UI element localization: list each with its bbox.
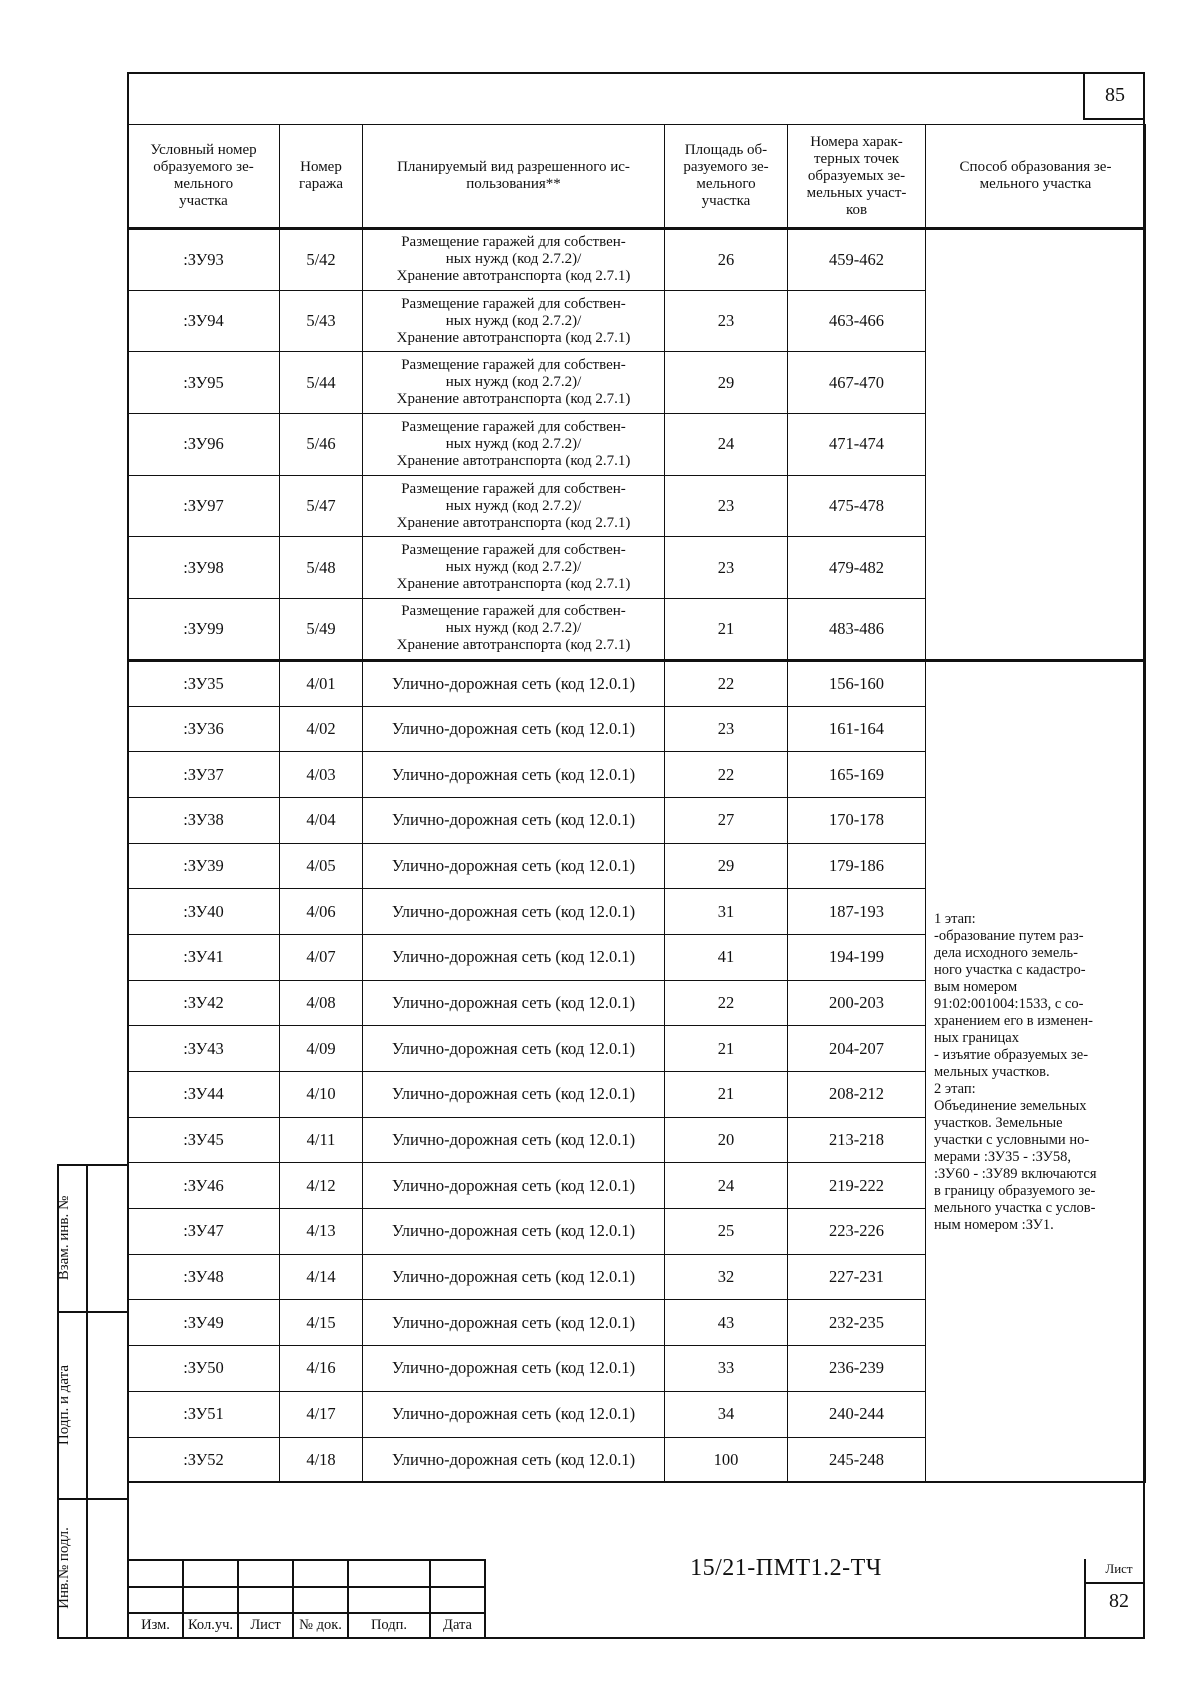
cell-points: 219-222 — [788, 1163, 926, 1209]
cell-points: 240-244 — [788, 1391, 926, 1437]
stamp-list: Лист — [250, 1617, 281, 1633]
header-use: Планируемый вид разрешенного ис- пользования** — [363, 125, 665, 229]
cell-points: 463-466 — [788, 290, 926, 352]
cell-garage: 4/01 — [280, 660, 363, 706]
cell-area: 33 — [665, 1346, 788, 1392]
cell-area: 41 — [665, 934, 788, 980]
cell-points: 223-226 — [788, 1209, 926, 1255]
cell-points: 179-186 — [788, 843, 926, 889]
cell-use: Размещение гаражей для собствен- ных нужд (код 2.7.2)/ Хранение автотранспорта (код 2.7.1) — [363, 414, 665, 476]
cell-use: Улично-дорожная сеть (код 12.0.1) — [363, 1391, 665, 1437]
cell-area: 21 — [665, 1072, 788, 1118]
cell-area: 29 — [665, 352, 788, 414]
cell-points: 483-486 — [788, 599, 926, 661]
cell-parcel: :ЗУ49 — [128, 1300, 280, 1346]
cell-area: 29 — [665, 843, 788, 889]
cell-garage: 4/18 — [280, 1437, 363, 1483]
cell-parcel: :ЗУ45 — [128, 1117, 280, 1163]
cell-parcel: :ЗУ43 — [128, 1026, 280, 1072]
cell-use: Улично-дорожная сеть (код 12.0.1) — [363, 660, 665, 706]
cell-parcel: :ЗУ52 — [128, 1437, 280, 1483]
cell-parcel: :ЗУ36 — [128, 706, 280, 752]
cell-area: 27 — [665, 797, 788, 843]
cell-garage: 4/16 — [280, 1346, 363, 1392]
cell-garage: 5/44 — [280, 352, 363, 414]
cell-parcel: :ЗУ35 — [128, 660, 280, 706]
cell-area: 22 — [665, 752, 788, 798]
cell-area: 100 — [665, 1437, 788, 1483]
cell-garage: 4/09 — [280, 1026, 363, 1072]
cell-parcel: :ЗУ44 — [128, 1072, 280, 1118]
cell-parcel: :ЗУ50 — [128, 1346, 280, 1392]
cell-use: Улично-дорожная сеть (код 12.0.1) — [363, 706, 665, 752]
cell-area: 32 — [665, 1254, 788, 1300]
stamp-data: Дата — [443, 1617, 472, 1633]
cell-parcel: :ЗУ40 — [128, 889, 280, 935]
cell-points: 232-235 — [788, 1300, 926, 1346]
cell-area: 21 — [665, 599, 788, 661]
cell-area: 34 — [665, 1391, 788, 1437]
cell-use: Улично-дорожная сеть (код 12.0.1) — [363, 1117, 665, 1163]
document-code: 15/21-ПМТ1.2-ТЧ — [690, 1555, 882, 1581]
cell-use: Улично-дорожная сеть (код 12.0.1) — [363, 1437, 665, 1483]
cell-garage: 4/05 — [280, 843, 363, 889]
cell-parcel: :ЗУ93 — [128, 229, 280, 291]
cell-parcel: :ЗУ48 — [128, 1254, 280, 1300]
cell-points: 459-462 — [788, 229, 926, 291]
table-header-row — [128, 125, 1146, 229]
cell-use: Размещение гаражей для собствен- ных нужд (код 2.7.2)/ Хранение автотранспорта (код 2.7.1) — [363, 290, 665, 352]
cell-use: Улично-дорожная сеть (код 12.0.1) — [363, 843, 665, 889]
cell-garage: 5/47 — [280, 475, 363, 537]
header-area: Площадь об- разуемого зе- мельного участка — [665, 125, 788, 229]
cell-use: Размещение гаражей для собствен- ных нужд (код 2.7.2)/ Хранение автотранспорта (код 2.7.1) — [363, 537, 665, 599]
stamp-kol-uch: Кол.уч. — [187, 1617, 234, 1633]
cell-garage: 4/02 — [280, 706, 363, 752]
cell-parcel: :ЗУ42 — [128, 980, 280, 1026]
cell-use: Улично-дорожная сеть (код 12.0.1) — [363, 1072, 665, 1118]
cell-use: Улично-дорожная сеть (код 12.0.1) — [363, 889, 665, 935]
sheet-label: Лист — [1105, 1561, 1133, 1576]
cell-points: 156-160 — [788, 660, 926, 706]
cell-points: 471-474 — [788, 414, 926, 476]
cell-use: Улично-дорожная сеть (код 12.0.1) — [363, 1209, 665, 1255]
cell-points: 187-193 — [788, 889, 926, 935]
cell-use: Улично-дорожная сеть (код 12.0.1) — [363, 934, 665, 980]
cell-area: 20 — [665, 1117, 788, 1163]
cell-area: 26 — [665, 229, 788, 291]
cell-points: 475-478 — [788, 475, 926, 537]
cell-garage: 5/46 — [280, 414, 363, 476]
cell-parcel: :ЗУ96 — [128, 414, 280, 476]
cell-garage: 4/12 — [280, 1163, 363, 1209]
side-podp-data: Подп. и дата — [56, 1364, 72, 1446]
cell-garage: 4/06 — [280, 889, 363, 935]
page-number: 85 — [1083, 72, 1145, 120]
table-body — [128, 229, 1146, 1483]
cell-garage: 5/48 — [280, 537, 363, 599]
cell-garage: 4/15 — [280, 1300, 363, 1346]
cell-parcel: :ЗУ38 — [128, 797, 280, 843]
cell-points: 165-169 — [788, 752, 926, 798]
cell-use: Улично-дорожная сеть (код 12.0.1) — [363, 980, 665, 1026]
cell-points: 467-470 — [788, 352, 926, 414]
parcels-table — [127, 124, 1146, 1483]
cell-garage: 5/49 — [280, 599, 363, 661]
header-points: Номера харак- терных точек образуемых зе- мельных участ- ков — [788, 125, 926, 229]
cell-area: 43 — [665, 1300, 788, 1346]
cell-parcel: :ЗУ46 — [128, 1163, 280, 1209]
cell-points: 236-239 — [788, 1346, 926, 1392]
cell-parcel: :ЗУ37 — [128, 752, 280, 798]
cell-points: 208-212 — [788, 1072, 926, 1118]
cell-parcel: :ЗУ94 — [128, 290, 280, 352]
cell-use: Улично-дорожная сеть (код 12.0.1) — [363, 797, 665, 843]
cell-parcel: :ЗУ95 — [128, 352, 280, 414]
cell-garage: 4/10 — [280, 1072, 363, 1118]
cell-garage: 4/11 — [280, 1117, 363, 1163]
sheet-number: 82 — [1109, 1590, 1129, 1612]
cell-use: Улично-дорожная сеть (код 12.0.1) — [363, 1346, 665, 1392]
cell-points: 204-207 — [788, 1026, 926, 1072]
cell-area: 24 — [665, 1163, 788, 1209]
cell-use: Улично-дорожная сеть (код 12.0.1) — [363, 752, 665, 798]
cell-points: 245-248 — [788, 1437, 926, 1483]
stamp-podp: Подп. — [370, 1617, 408, 1633]
cell-area: 23 — [665, 706, 788, 752]
cell-points: 170-178 — [788, 797, 926, 843]
cell-parcel: :ЗУ41 — [128, 934, 280, 980]
cell-points: 479-482 — [788, 537, 926, 599]
cell-points: 194-199 — [788, 934, 926, 980]
cell-use: Размещение гаражей для собствен- ных нужд (код 2.7.2)/ Хранение автотранспорта (код 2.7.1) — [363, 475, 665, 537]
header-method: Способ образования зе- мельного участка — [926, 125, 1146, 229]
cell-parcel: :ЗУ97 — [128, 475, 280, 537]
cell-use: Улично-дорожная сеть (код 12.0.1) — [363, 1254, 665, 1300]
cell-area: 25 — [665, 1209, 788, 1255]
cell-area: 21 — [665, 1026, 788, 1072]
header-garage: Номер гаража — [280, 125, 363, 229]
cell-area: 23 — [665, 475, 788, 537]
cell-area: 31 — [665, 889, 788, 935]
table-row — [128, 660, 1146, 706]
side-vzam-inv: Взам. инв. № — [56, 1195, 72, 1281]
cell-method: 1 этап: -образование путем раз- дела исходного земель- ного участка с кадастро- вым номером 91:02:001004:1533, с со- хранением его в изменен- ных границах - изъятие образуемых зе- мельных участков. 2 этап: Объединение земельных участков. Земельные участки с условными но- мерами :ЗУ35 - :ЗУ58, :ЗУ60 - :ЗУ89 включаются в границу образуемого зе- мельного участка с услов- ным номером :ЗУ1. — [926, 660, 1146, 1482]
cell-parcel: :ЗУ39 — [128, 843, 280, 889]
cell-garage: 4/07 — [280, 934, 363, 980]
cell-points: 227-231 — [788, 1254, 926, 1300]
cell-garage: 4/14 — [280, 1254, 363, 1300]
cell-points: 161-164 — [788, 706, 926, 752]
cell-use: Размещение гаражей для собствен- ных нужд (код 2.7.2)/ Хранение автотранспорта (код 2.7.1) — [363, 229, 665, 291]
cell-garage: 4/03 — [280, 752, 363, 798]
cell-garage: 4/17 — [280, 1391, 363, 1437]
cell-area: 22 — [665, 660, 788, 706]
cell-points: 200-203 — [788, 980, 926, 1026]
header-parcel: Условный номер образуемого зе- мельного участка — [128, 125, 280, 229]
cell-use: Улично-дорожная сеть (код 12.0.1) — [363, 1300, 665, 1346]
stamp-izm: Изм. — [141, 1617, 170, 1633]
stamp-top-border — [127, 1481, 1145, 1484]
cell-area: 22 — [665, 980, 788, 1026]
cell-parcel: :ЗУ99 — [128, 599, 280, 661]
cell-parcel: :ЗУ98 — [128, 537, 280, 599]
cell-garage: 4/04 — [280, 797, 363, 843]
table-row — [128, 229, 1146, 291]
cell-use: Размещение гаражей для собствен- ных нужд (код 2.7.2)/ Хранение автотранспорта (код 2.7.1) — [363, 599, 665, 661]
stamp-n-dok: № док. — [299, 1617, 342, 1633]
cell-use: Улично-дорожная сеть (код 12.0.1) — [363, 1026, 665, 1072]
cell-parcel: :ЗУ47 — [128, 1209, 280, 1255]
cell-garage: 4/08 — [280, 980, 363, 1026]
cell-area: 23 — [665, 290, 788, 352]
cell-points: 213-218 — [788, 1117, 926, 1163]
cell-use: Улично-дорожная сеть (код 12.0.1) — [363, 1163, 665, 1209]
cell-method-empty — [926, 229, 1146, 661]
cell-parcel: :ЗУ51 — [128, 1391, 280, 1437]
cell-area: 24 — [665, 414, 788, 476]
cell-garage: 5/43 — [280, 290, 363, 352]
cell-area: 23 — [665, 537, 788, 599]
cell-garage: 4/13 — [280, 1209, 363, 1255]
cell-garage: 5/42 — [280, 229, 363, 291]
side-inv-podl: Инв.№ подл. — [56, 1527, 72, 1609]
cell-use: Размещение гаражей для собствен- ных нужд (код 2.7.2)/ Хранение автотранспорта (код 2.7.1) — [363, 352, 665, 414]
